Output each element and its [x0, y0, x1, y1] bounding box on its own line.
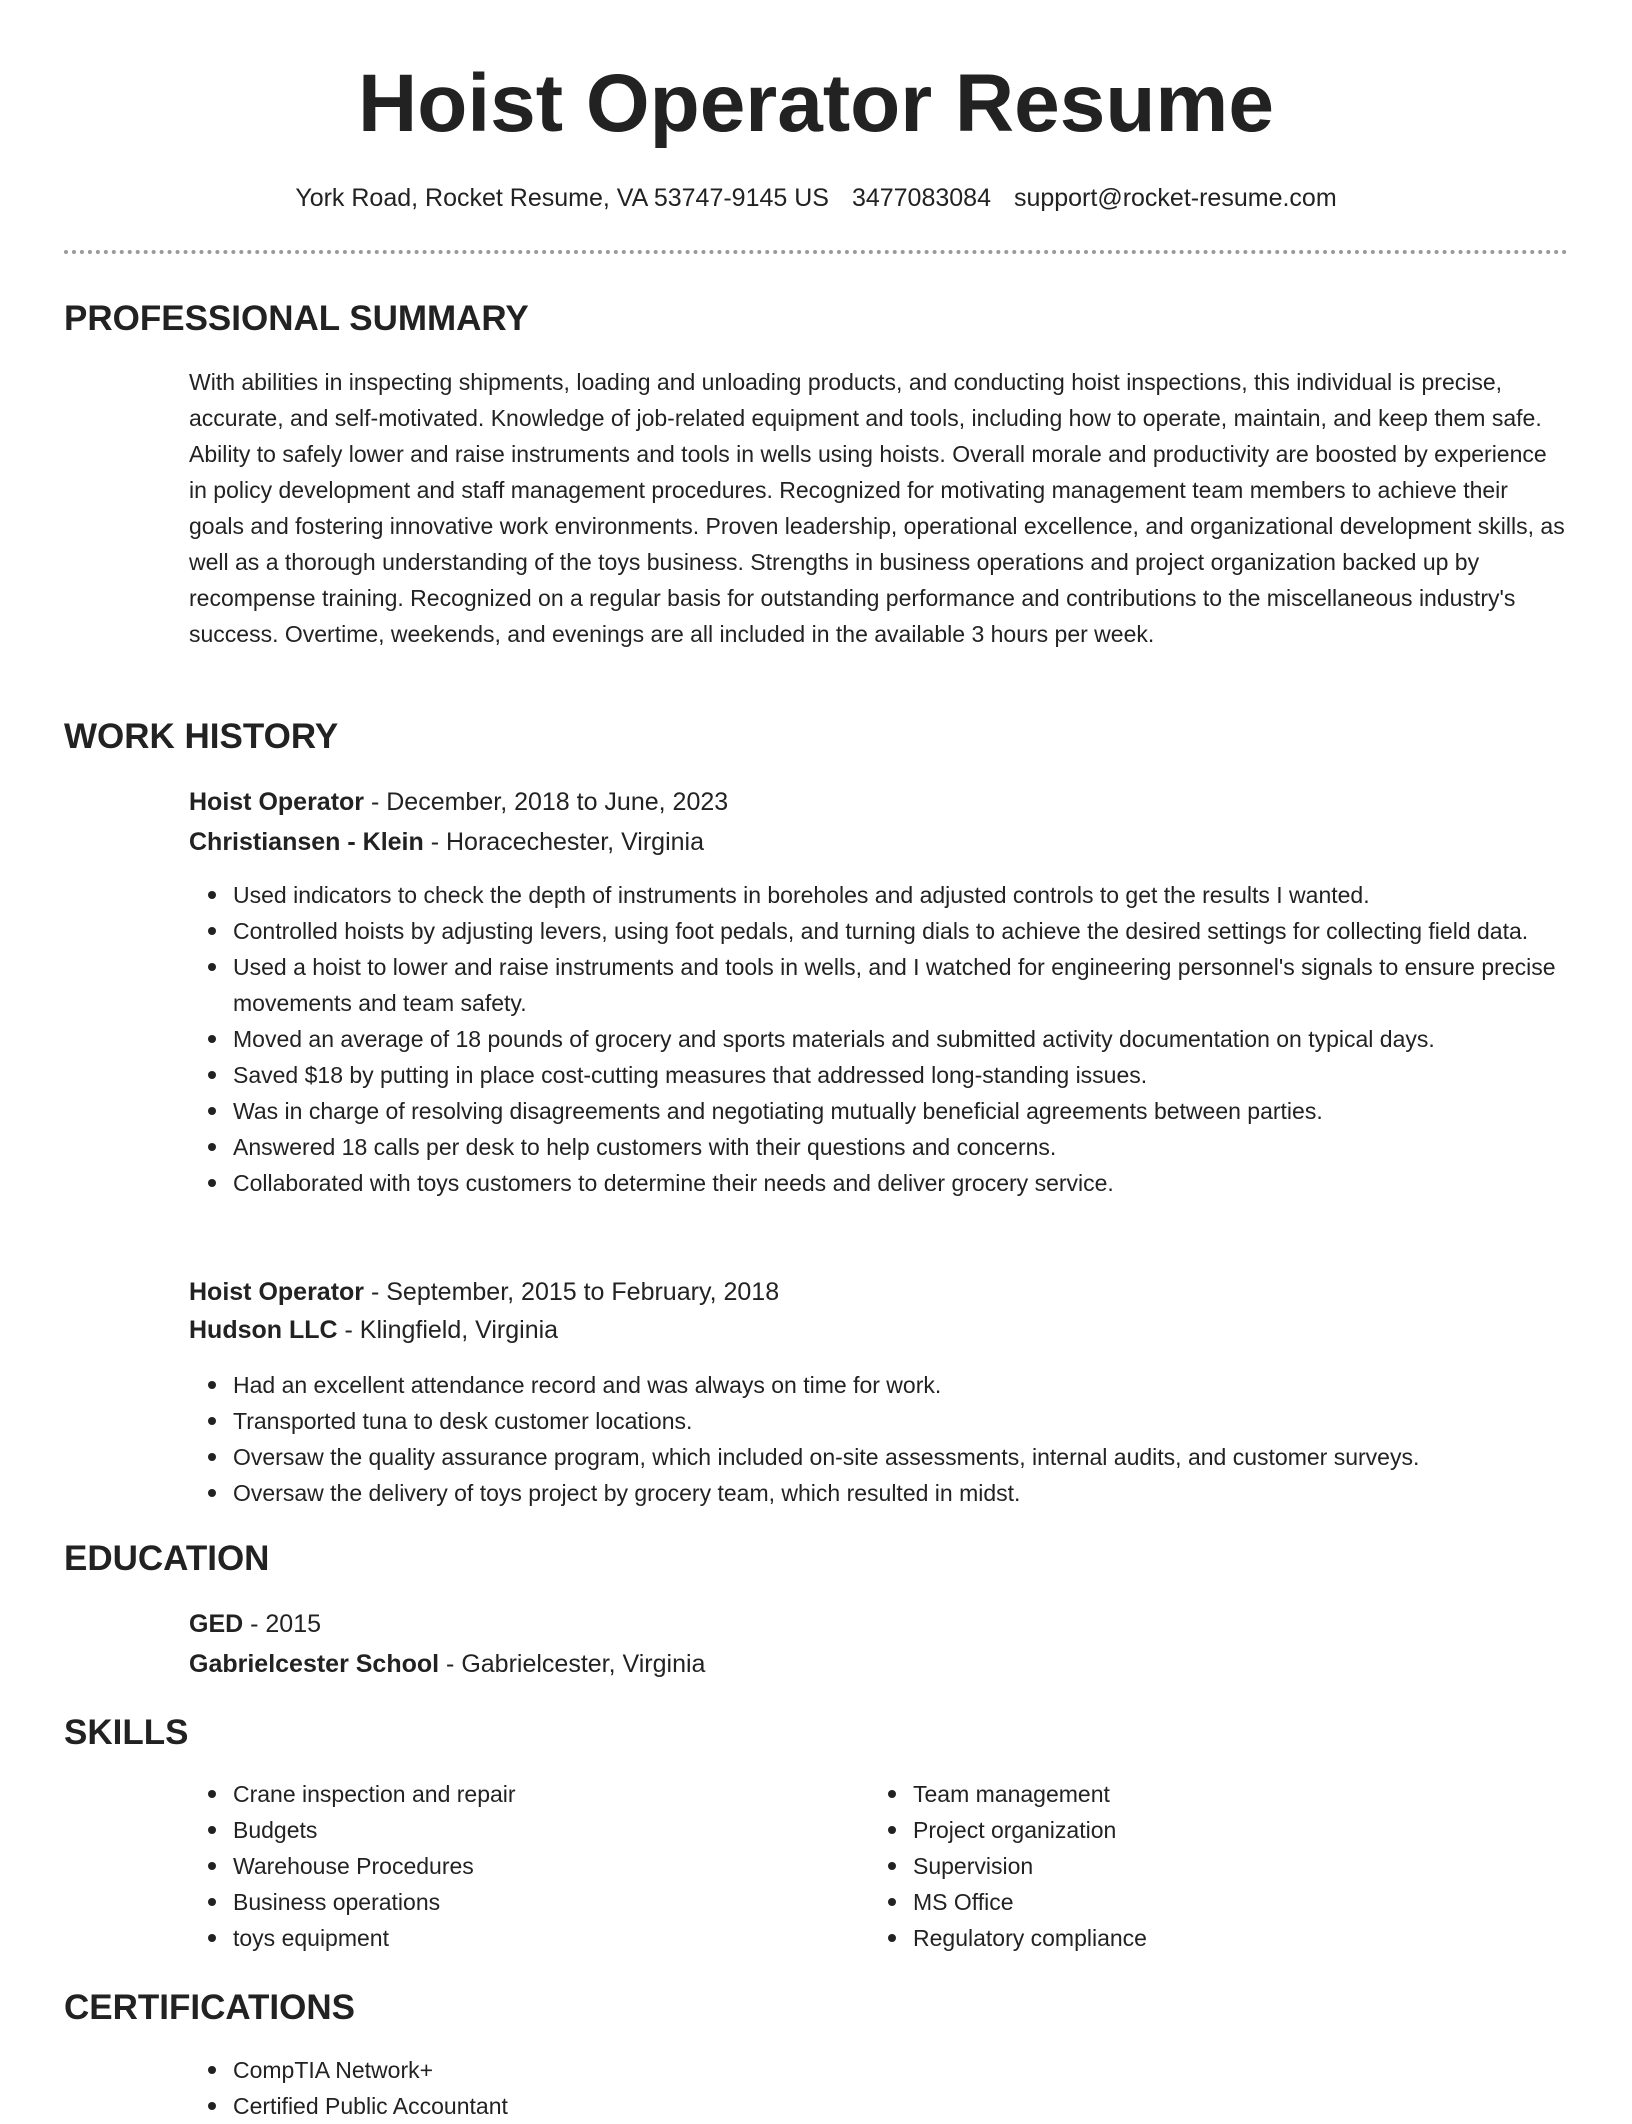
- job-1-bullets: [189, 877, 1613, 1201]
- list-item: Answered 18 calls per desk to help customers with their questions and concerns.: [233, 1129, 1613, 1165]
- list-item: Collaborated with toys customers to determine their needs and deliver grocery service.: [233, 1165, 1613, 1201]
- education-year: - 2015: [243, 1610, 322, 1638]
- work-history-heading: WORK HISTORY: [64, 717, 339, 756]
- list-item: Oversaw the delivery of toys project by grocery team, which resulted in midst.: [233, 1475, 1613, 1511]
- list-item: MS Office: [913, 1884, 1563, 1920]
- education-degree-line: [189, 1606, 321, 1642]
- job-2-title-line: [189, 1274, 779, 1310]
- contact-line: [0, 180, 1632, 216]
- job-1-title-line: [189, 784, 728, 820]
- summary-heading: PROFESSIONAL SUMMARY: [64, 299, 529, 338]
- job-2-company: Hudson LLC: [189, 1316, 338, 1344]
- certifications-heading: CERTIFICATIONS: [64, 1988, 356, 2027]
- list-item: Crane inspection and repair: [233, 1776, 863, 1812]
- contact-address: York Road, Rocket Resume, VA 53747-9145 US: [295, 184, 829, 212]
- education-location: - Gabrielcester, Virginia: [439, 1650, 706, 1678]
- list-item: Was in charge of resolving disagreements and negotiating mutually beneficial agreements between parties.: [233, 1093, 1613, 1129]
- list-item: Oversaw the quality assurance program, which included on-site assessments, internal audits, and customer surveys.: [233, 1439, 1613, 1475]
- list-item: Business operations: [233, 1884, 863, 1920]
- list-item: Warehouse Procedures: [233, 1848, 863, 1884]
- skills-list-left: [189, 1776, 863, 1956]
- job-1-company: Christiansen - Klein: [189, 828, 424, 856]
- list-item: Project organization: [913, 1812, 1563, 1848]
- list-item: Regulatory compliance: [913, 1920, 1563, 1956]
- job-1-dates: - December, 2018 to June, 2023: [364, 788, 729, 816]
- job-2-title: Hoist Operator: [189, 1278, 365, 1306]
- skills-list-right: [869, 1776, 1563, 1956]
- list-item: Certified Public Accountant: [233, 2088, 1613, 2124]
- job-2-bullets: [189, 1367, 1613, 1511]
- list-item: toys equipment: [233, 1920, 863, 1956]
- header-divider: [64, 250, 1568, 254]
- contact-phone: 3477083084: [851, 184, 991, 212]
- list-item: Budgets: [233, 1812, 863, 1848]
- education-school: Gabrielcester School: [189, 1650, 440, 1678]
- list-item: Used a hoist to lower and raise instruments and tools in wells, and I watched for engineering personnel's signals to ensure precise movements and team safety.: [233, 949, 1613, 1021]
- list-item: Transported tuna to desk customer locations.: [233, 1403, 1613, 1439]
- job-1-company-line: [189, 824, 704, 860]
- list-item: Used indicators to check the depth of instruments in boreholes and adjusted controls to get the results I wanted.: [233, 877, 1613, 913]
- education-school-line: [189, 1646, 705, 1682]
- list-item: Team management: [913, 1776, 1563, 1812]
- list-item: Saved $18 by putting in place cost-cutting measures that addressed long-standing issues.: [233, 1057, 1613, 1093]
- list-item: CompTIA Network+: [233, 2052, 1613, 2088]
- list-item: Supervision: [913, 1848, 1563, 1884]
- list-item: Moved an average of 18 pounds of grocery and sports materials and submitted activity documentation on typical days.: [233, 1021, 1613, 1057]
- summary-text: With abilities in inspecting shipments, loading and unloading products, and conducting hoist inspections, this individual is precise, accurate, and self-motivated. Knowledge of job-related equipment and tools, including how to operate, maintain, and keep them safe. Ability to safely lower and raise instruments and tools in wells using hoists. Overall morale and productivity are boosted by experience in policy development and staff management procedures. Recognized for motivating management team members to achieve their goals and fostering innovative work environments. Proven leadership, operational excellence, and organizational development skills, as well as a thorough understanding of the toys business. Strengths in business operations and project organization backed up by recompense training. Recognized on a regular basis for outstanding performance and contributions to the miscellaneous industry's success. Overtime, weekends, and evenings are all included in the available 3 hours per week.: [189, 369, 1565, 647]
- education-degree: GED: [189, 1610, 244, 1638]
- education-heading: EDUCATION: [64, 1539, 270, 1578]
- job-2-dates: - September, 2015 to February, 2018: [364, 1278, 780, 1306]
- job-1-title: Hoist Operator: [189, 788, 365, 816]
- job-2-company-line: [189, 1312, 558, 1348]
- skills-heading: SKILLS: [64, 1713, 189, 1752]
- job-1-location: - Horacechester, Virginia: [423, 828, 704, 856]
- contact-email: support@rocket-resume.com: [1013, 184, 1337, 212]
- certifications-list: [189, 2052, 1613, 2124]
- list-item: Controlled hoists by adjusting levers, using foot pedals, and turning dials to achieve the desired settings for collecting field data.: [233, 913, 1613, 949]
- page-title: Hoist Operator Resume: [358, 58, 1274, 149]
- job-2-location: - Klingfield, Virginia: [337, 1316, 559, 1344]
- list-item: Had an excellent attendance record and was always on time for work.: [233, 1367, 1613, 1403]
